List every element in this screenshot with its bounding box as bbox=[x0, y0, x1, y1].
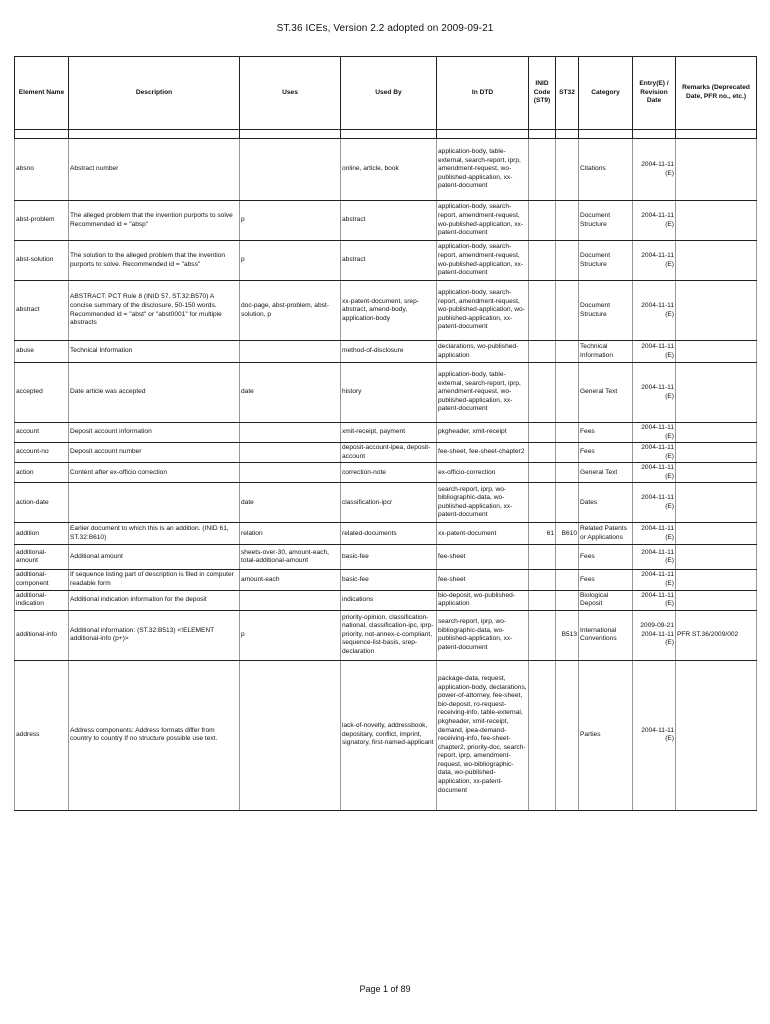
cell-used-by: xx-patent-document, srep-abstract, amend-body, application-body bbox=[341, 281, 437, 341]
header-uses: Uses bbox=[240, 57, 341, 130]
cell-remarks bbox=[676, 483, 757, 523]
cell-category: Document Structure bbox=[579, 241, 633, 281]
table-row bbox=[15, 281, 757, 341]
cell-description: Deposit account information bbox=[69, 423, 240, 443]
cell-st32 bbox=[556, 545, 579, 570]
cell-uses: date bbox=[240, 363, 341, 423]
cell-in-dtd: application-body, search-report, amendment-request, wo-published-application, wo-published-application, xx-patent-document bbox=[437, 281, 529, 341]
cell-entry-revision: 2004-11-11 (E) bbox=[633, 139, 676, 201]
header-entry-revision: Entry(E) / Revision Date bbox=[633, 57, 676, 130]
cell-entry-revision: 2004-11-11 (E) bbox=[633, 363, 676, 423]
cell-description: Additional amount bbox=[69, 545, 240, 570]
cell-used-by: lack-of-novelty, addressbook, depositary, conflict, imprint, signatory, first-named-applicant bbox=[341, 660, 437, 810]
cell-in-dtd: bio-deposit, wo-published-application bbox=[437, 590, 529, 610]
cell-st32 bbox=[556, 281, 579, 341]
cell-remarks bbox=[676, 570, 757, 590]
cell-entry-revision: 2004-11-11 (E) bbox=[633, 463, 676, 483]
cell-inid-code bbox=[529, 483, 556, 523]
cell-description: Technical Information bbox=[69, 341, 240, 363]
cell-used-by: deposit-account-ipea, deposit-account bbox=[341, 443, 437, 463]
cell-used-by: online, article, book bbox=[341, 139, 437, 201]
cell-st32: B513 bbox=[556, 610, 579, 660]
cell-inid-code bbox=[529, 423, 556, 443]
cell-remarks bbox=[676, 241, 757, 281]
cell-st32 bbox=[556, 483, 579, 523]
cell-in-dtd: fee-sheet bbox=[437, 570, 529, 590]
header-remarks: Remarks (Deprecated Date, PFR no., etc.) bbox=[676, 57, 757, 130]
cell-element-name: abuse bbox=[15, 341, 69, 363]
cell-uses: sheets-over-30, amount-each, total-additional-amount bbox=[240, 545, 341, 570]
cell-uses: date bbox=[240, 483, 341, 523]
cell-used-by: xmit-receipt, payment bbox=[341, 423, 437, 443]
cell-remarks bbox=[676, 545, 757, 570]
cell-description: The alleged problem that the invention purports to solve Recommended id = "absp" bbox=[69, 201, 240, 241]
cell-st32 bbox=[556, 241, 579, 281]
cell-used-by: classification-ipcr bbox=[341, 483, 437, 523]
cell-in-dtd: fee-sheet bbox=[437, 545, 529, 570]
header-gap-row bbox=[15, 130, 757, 139]
cell-st32 bbox=[556, 363, 579, 423]
cell-st32: B610 bbox=[556, 523, 579, 545]
cell-remarks bbox=[676, 463, 757, 483]
cell-category: Biological Deposit bbox=[579, 590, 633, 610]
cell-used-by: basic-fee bbox=[341, 545, 437, 570]
table-row bbox=[15, 463, 757, 483]
table-row bbox=[15, 139, 757, 201]
cell-uses: p bbox=[240, 241, 341, 281]
cell-entry-revision: 2004-11-11 (E) bbox=[633, 341, 676, 363]
cell-used-by: history bbox=[341, 363, 437, 423]
cell-category: Fees bbox=[579, 423, 633, 443]
cell-element-name: abst-solution bbox=[15, 241, 69, 281]
cell-inid-code bbox=[529, 610, 556, 660]
cell-uses bbox=[240, 341, 341, 363]
cell-inid-code bbox=[529, 363, 556, 423]
cell-used-by: indications bbox=[341, 590, 437, 610]
cell-in-dtd: declarations, wo-published-application bbox=[437, 341, 529, 363]
cell-inid-code bbox=[529, 241, 556, 281]
cell-category: General Text bbox=[579, 363, 633, 423]
page-footer: Page 1 of 89 bbox=[359, 984, 411, 994]
cell-uses bbox=[240, 463, 341, 483]
cell-used-by: basic-fee bbox=[341, 570, 437, 590]
cell-uses: p bbox=[240, 610, 341, 660]
cell-remarks bbox=[676, 363, 757, 423]
cell-in-dtd: pkgheader, xmit-receipt bbox=[437, 423, 529, 443]
cell-used-by: abstract bbox=[341, 241, 437, 281]
cell-used-by: related-documents bbox=[341, 523, 437, 545]
table-row bbox=[15, 201, 757, 241]
cell-st32 bbox=[556, 590, 579, 610]
cell-description: Deposit account number bbox=[69, 443, 240, 463]
cell-st32 bbox=[556, 660, 579, 810]
cell-remarks bbox=[676, 523, 757, 545]
cell-inid-code bbox=[529, 201, 556, 241]
cell-category: General Text bbox=[579, 463, 633, 483]
table-row bbox=[15, 610, 757, 660]
cell-element-name: additional-component bbox=[15, 570, 69, 590]
table-row bbox=[15, 241, 757, 281]
cell-inid-code bbox=[529, 139, 556, 201]
cell-st32 bbox=[556, 341, 579, 363]
header-inid-code: INID Code (ST9) bbox=[529, 57, 556, 130]
cell-element-name: abst-problem bbox=[15, 201, 69, 241]
cell-entry-revision: 2004-11-11 (E) bbox=[633, 201, 676, 241]
cell-category: Document Structure bbox=[579, 201, 633, 241]
cell-description: Abstract number bbox=[69, 139, 240, 201]
cell-uses: doc-page, abst-problem, abst-solution, p bbox=[240, 281, 341, 341]
table-row bbox=[15, 363, 757, 423]
cell-description: Additional indication information for the deposit bbox=[69, 590, 240, 610]
header-used-by: Used By bbox=[341, 57, 437, 130]
cell-entry-revision: 2004-11-11 (E) bbox=[633, 660, 676, 810]
cell-description: Content after ex-officio correction bbox=[69, 463, 240, 483]
cell-description: Additional information: (ST.32:B513) <!ELEMENT additional-info (p+)> bbox=[69, 610, 240, 660]
cell-description: ABSTRACT: PCT Rule 8 (INID 57, ST.32:B570) A concise summary of the disclosure, 50-150 words. Recommended id = "abst" or "abst0001" for multiple abstracts bbox=[69, 281, 240, 341]
cell-in-dtd: search-report, iprp, wo-bibliographic-data, wo-published-application, xx-patent-document bbox=[437, 483, 529, 523]
cell-uses bbox=[240, 423, 341, 443]
table-row bbox=[15, 523, 757, 545]
document-title: ST.36 ICEs, Version 2.2 adopted on 2009-09-21 bbox=[276, 23, 494, 34]
cell-entry-revision: 2004-11-11 (E) bbox=[633, 483, 676, 523]
cell-remarks bbox=[676, 139, 757, 201]
cell-element-name: account-no bbox=[15, 443, 69, 463]
cell-remarks bbox=[676, 443, 757, 463]
header-in-dtd: In DTD bbox=[437, 57, 529, 130]
cell-entry-revision: 2004-11-11 (E) bbox=[633, 545, 676, 570]
cell-st32 bbox=[556, 423, 579, 443]
cell-description: Address components: Address formats differ from country to country If no structure possible use text. bbox=[69, 660, 240, 810]
cell-in-dtd: fee-sheet, fee-sheet-chapter2 bbox=[437, 443, 529, 463]
table-row bbox=[15, 341, 757, 363]
cell-in-dtd: application-body, table-external, search-report, iprp, amendment-request, wo-published-application, xx-patent-document bbox=[437, 139, 529, 201]
cell-inid-code bbox=[529, 463, 556, 483]
header-st32: ST32 bbox=[556, 57, 579, 130]
cell-st32 bbox=[556, 570, 579, 590]
cell-uses bbox=[240, 139, 341, 201]
cell-remarks bbox=[676, 660, 757, 810]
cell-entry-revision: 2004-11-11 (E) bbox=[633, 523, 676, 545]
table-row bbox=[15, 423, 757, 443]
cell-used-by: priority-opinion, classification-national, classification-ipc, iprp-priority, not-annex-c-compliant, sequence-list-basis, srep-declaration bbox=[341, 610, 437, 660]
cell-description: Date article was accepted bbox=[69, 363, 240, 423]
cell-inid-code bbox=[529, 660, 556, 810]
cell-remarks bbox=[676, 201, 757, 241]
cell-used-by: method-of-disclosure bbox=[341, 341, 437, 363]
cell-description bbox=[69, 483, 240, 523]
cell-inid-code bbox=[529, 443, 556, 463]
cell-in-dtd: ex-officio-correction bbox=[437, 463, 529, 483]
ice-table bbox=[14, 56, 757, 811]
cell-remarks bbox=[676, 341, 757, 363]
cell-element-name: account bbox=[15, 423, 69, 443]
table-row bbox=[15, 443, 757, 463]
header-category: Category bbox=[579, 57, 633, 130]
cell-element-name: absno bbox=[15, 139, 69, 201]
cell-category: Fees bbox=[579, 570, 633, 590]
cell-uses: amount-each bbox=[240, 570, 341, 590]
cell-in-dtd: application-body, table-external, search-report, iprp, amendment-request, wo-published-application, xx-patent-document bbox=[437, 363, 529, 423]
cell-in-dtd: search-report, iprp, wo-bibliographic-data, wo-published-application, xx-patent-document bbox=[437, 610, 529, 660]
cell-element-name: address bbox=[15, 660, 69, 810]
cell-remarks: PFR ST.36/2009/002 bbox=[676, 610, 757, 660]
header-element-name: Element Name bbox=[15, 57, 69, 130]
cell-element-name: accepted bbox=[15, 363, 69, 423]
cell-element-name: additional-amount bbox=[15, 545, 69, 570]
cell-uses: relation bbox=[240, 523, 341, 545]
table-row bbox=[15, 570, 757, 590]
cell-description: If sequence listing part of description is filed in computer readable form bbox=[69, 570, 240, 590]
cell-category: Fees bbox=[579, 545, 633, 570]
cell-category: Related Patents or Applications bbox=[579, 523, 633, 545]
cell-entry-revision: 2004-11-11 (E) bbox=[633, 570, 676, 590]
cell-element-name: addition bbox=[15, 523, 69, 545]
cell-inid-code bbox=[529, 545, 556, 570]
cell-element-name: additional-indication bbox=[15, 590, 69, 610]
cell-description: Earlier document to which this is an addition. (INID 61, ST.32:B610) bbox=[69, 523, 240, 545]
cell-inid-code bbox=[529, 590, 556, 610]
cell-category: International Conventions bbox=[579, 610, 633, 660]
cell-inid-code: 61 bbox=[529, 523, 556, 545]
cell-inid-code bbox=[529, 281, 556, 341]
cell-in-dtd: package-data, request, application-body, declarations, power-of-attorney, fee-sheet, bio-deposit, ro-request-receiving-info, table-external, pkgheader, xmit-receipt, demand, ipea-demand-receiving-info, fee-sheet-chapter2, priority-doc, search-report, iprp, amendment-request, wo-bibliographic-data, wo-published-application, xx-patent-document bbox=[437, 660, 529, 810]
cell-in-dtd: xx-patent-document bbox=[437, 523, 529, 545]
cell-uses bbox=[240, 590, 341, 610]
cell-entry-revision: 2004-11-11 (E) bbox=[633, 423, 676, 443]
cell-entry-revision: 2009-09-21 2004-11-11 (E) bbox=[633, 610, 676, 660]
cell-remarks bbox=[676, 590, 757, 610]
cell-used-by: abstract bbox=[341, 201, 437, 241]
cell-category: Parties bbox=[579, 660, 633, 810]
cell-in-dtd: application-body, search-report, amendment-request, wo-published-application, xx-patent-document bbox=[437, 201, 529, 241]
cell-entry-revision: 2004-11-11 (E) bbox=[633, 281, 676, 341]
cell-entry-revision: 2004-11-11 (E) bbox=[633, 443, 676, 463]
cell-st32 bbox=[556, 139, 579, 201]
header-description: Description bbox=[69, 57, 240, 130]
cell-uses: p bbox=[240, 201, 341, 241]
cell-used-by: correction-note bbox=[341, 463, 437, 483]
cell-element-name: additional-info bbox=[15, 610, 69, 660]
cell-category: Document Structure bbox=[579, 281, 633, 341]
table-row bbox=[15, 545, 757, 570]
table-row bbox=[15, 483, 757, 523]
cell-inid-code bbox=[529, 570, 556, 590]
cell-remarks bbox=[676, 423, 757, 443]
cell-inid-code bbox=[529, 341, 556, 363]
cell-entry-revision: 2004-11-11 (E) bbox=[633, 590, 676, 610]
cell-entry-revision: 2004-11-11 (E) bbox=[633, 241, 676, 281]
cell-uses bbox=[240, 443, 341, 463]
header-row bbox=[15, 57, 757, 130]
table-body bbox=[15, 139, 757, 811]
cell-st32 bbox=[556, 201, 579, 241]
table-row bbox=[15, 590, 757, 610]
cell-category: Citations bbox=[579, 139, 633, 201]
cell-st32 bbox=[556, 443, 579, 463]
cell-remarks bbox=[676, 281, 757, 341]
cell-element-name: action bbox=[15, 463, 69, 483]
cell-uses bbox=[240, 660, 341, 810]
cell-element-name: action-date bbox=[15, 483, 69, 523]
cell-category: Dates bbox=[579, 483, 633, 523]
cell-description: The solution to the alleged problem that the invention purports to solve. Recommended id = "abss" bbox=[69, 241, 240, 281]
cell-category: Technical Information bbox=[579, 341, 633, 363]
cell-st32 bbox=[556, 463, 579, 483]
cell-category: Fees bbox=[579, 443, 633, 463]
cell-in-dtd: application-body, search-report, amendment-request, wo-published-application, xx-patent-document bbox=[437, 241, 529, 281]
cell-element-name: abstract bbox=[15, 281, 69, 341]
table-row bbox=[15, 660, 757, 810]
